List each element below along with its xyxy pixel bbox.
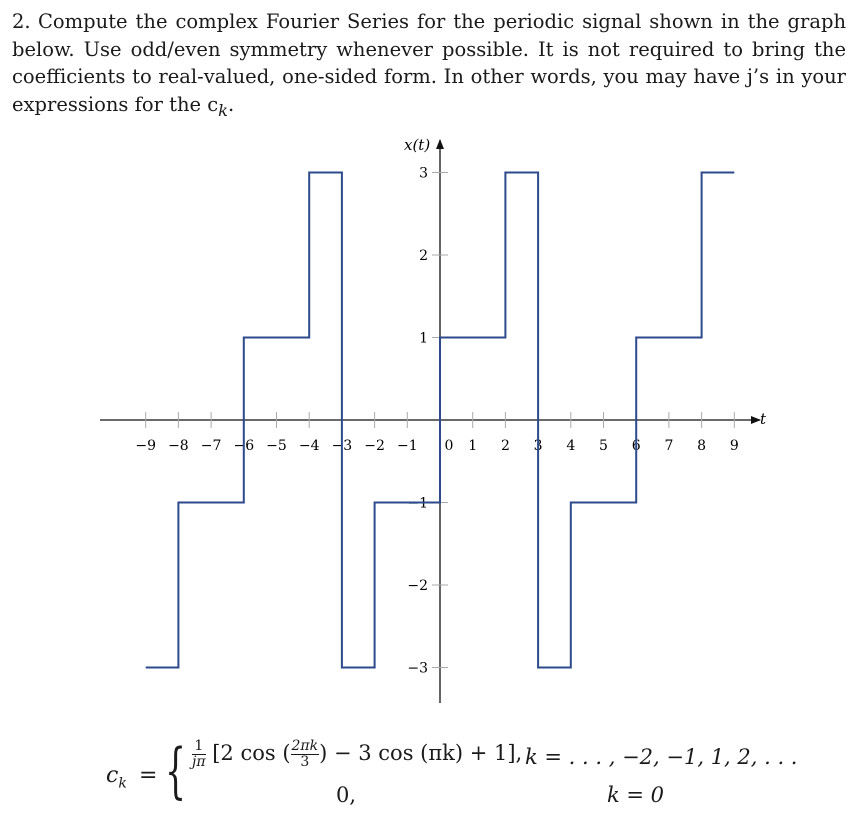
problem-subscript: k xyxy=(218,100,229,120)
x-tick-label: −6 xyxy=(233,438,255,454)
y-tick-label: 2 xyxy=(419,248,428,264)
problem-number: 2. xyxy=(12,10,31,33)
x-tick-label: −4 xyxy=(298,438,320,454)
x-tick-label: 7 xyxy=(664,438,674,454)
x-tick-label: 5 xyxy=(599,438,608,454)
case-1-fraction: $\frac{1}{j\pi}$ xyxy=(192,738,206,770)
x-tick-label: 0 xyxy=(444,438,454,454)
x-tick-label: −3 xyxy=(331,438,353,454)
x-tick-label: 9 xyxy=(729,438,739,454)
x-tick-label: −1 xyxy=(396,438,418,454)
x-tick-label: 4 xyxy=(566,438,576,454)
problem-text-end: . xyxy=(228,92,235,116)
case-1-inner-fraction: $\frac{2\pi k}{3}$ xyxy=(291,738,319,770)
y-tick-label: 1 xyxy=(419,330,428,347)
problem-text: Compute the complex Fourier Series for the periodic signal shown in the graph below. Use odd/even symmetry whenever possible. It is not required to bring the coefficients to real-valued, one-sided form. In other words, you may have j’s in your expressions for the c xyxy=(12,10,846,116)
case-1-expression: $\frac{1}{j\pi}$ [2 cos ( $\frac{2\pi k}{3}$ ) − 3 cos (πk) + 1], xyxy=(192,738,523,770)
y-tick-label: 3 xyxy=(419,165,428,182)
x-axis-label: t xyxy=(760,410,767,428)
y-tick-label: −3 xyxy=(407,660,428,677)
y-tick-label: −2 xyxy=(407,578,428,594)
x-ticks xyxy=(135,412,738,454)
case-1-condition: k = . . . , −2, −1, 1, 2, . . . xyxy=(525,745,798,769)
x-tick-label: −9 xyxy=(135,438,157,454)
x-tick-label: −5 xyxy=(266,438,287,454)
y-tick-label: −1 xyxy=(407,495,428,512)
answer-formula xyxy=(0,735,860,820)
y-axis-label: x(t) xyxy=(404,136,431,154)
case-2-condition: k = 0 xyxy=(607,783,665,807)
x-tick-label: 3 xyxy=(533,438,543,454)
x-tick-label: 2 xyxy=(500,438,510,454)
x-tick-label: −8 xyxy=(168,438,189,454)
problem-statement xyxy=(12,8,846,124)
answer-equals: = xyxy=(139,763,158,788)
answer-lhs: $c_k$ xyxy=(106,763,127,792)
x-tick-label: 8 xyxy=(697,438,707,454)
x-tick-label: 1 xyxy=(468,438,478,454)
x-tick-label: 6 xyxy=(631,438,641,454)
x-tick-label: −7 xyxy=(200,438,222,454)
y-ticks xyxy=(407,166,448,677)
case-2-value: 0, xyxy=(336,783,357,807)
signal-graph xyxy=(0,128,860,718)
x-tick-label: −2 xyxy=(364,438,385,454)
cases-brace: { xyxy=(165,736,187,806)
